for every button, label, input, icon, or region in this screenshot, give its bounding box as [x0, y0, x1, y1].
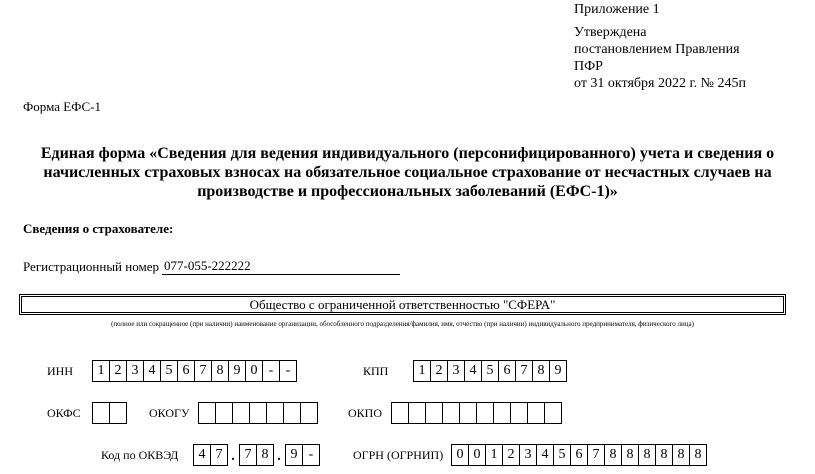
ogrn-cell[interactable]: 8 [672, 444, 690, 466]
kpp-cell[interactable]: 4 [464, 360, 482, 382]
inn-cell[interactable]: 7 [194, 360, 212, 382]
ogrn-cell[interactable]: 8 [655, 444, 673, 466]
okogu-cell[interactable] [232, 402, 250, 424]
okpo-label: ОКПО [348, 406, 383, 420]
ogrn-cell[interactable]: 8 [604, 444, 622, 466]
approved-date-line: от 31 октября 2022 г. № 245п [574, 76, 746, 91]
okved-cell[interactable]: 7 [210, 444, 228, 466]
okfs-label: ОКФС [47, 406, 81, 420]
okpo-cells[interactable] [391, 402, 561, 424]
kpp-label: КПП [363, 364, 389, 378]
reg-number-row [23, 258, 400, 275]
okogu-cell[interactable] [300, 402, 318, 424]
ogrn-label: ОГРН (ОГРНИП) [353, 448, 444, 462]
ogrn-cell[interactable]: 1 [485, 444, 503, 466]
okpo-cell[interactable] [527, 402, 545, 424]
inn-label: ИНН [47, 364, 73, 378]
okved-cell[interactable]: 9 [285, 444, 303, 466]
kpp-cell[interactable]: 5 [481, 360, 499, 382]
okpo-cell[interactable] [510, 402, 528, 424]
kpp-cell[interactable]: 8 [532, 360, 550, 382]
ogrn-cell[interactable]: 4 [536, 444, 554, 466]
inn-cell[interactable]: 6 [177, 360, 195, 382]
inn-cell[interactable]: 3 [126, 360, 144, 382]
ogrn-cell[interactable]: 2 [502, 444, 520, 466]
okved-cell[interactable]: 8 [256, 444, 274, 466]
okpo-cell[interactable] [493, 402, 511, 424]
kpp-cell[interactable]: 2 [430, 360, 448, 382]
kpp-cell[interactable]: 9 [549, 360, 567, 382]
kpp-cell[interactable]: 7 [515, 360, 533, 382]
organization-name-field[interactable]: Общество с ограниченной ответственностью "СФЕРА" [21, 296, 784, 313]
approved-label: Утверждена [574, 25, 647, 40]
inn-cells[interactable] [92, 360, 296, 382]
inn-cell[interactable]: 8 [211, 360, 229, 382]
okfs-cell[interactable] [109, 402, 127, 424]
organization-hint: (полное или сокращенное (при наличии) наименование организации, обособленного подразделения/фамилия, имя, отчество (при наличии) индивидуального предпринимателя, физического лица) [111, 320, 694, 328]
section-title: Сведения о страхователе: [23, 221, 174, 236]
okogu-cell[interactable] [215, 402, 233, 424]
inn-cell[interactable]: - [279, 360, 297, 382]
okved-cell[interactable]: 4 [193, 444, 211, 466]
okved-label: Код по ОКВЭД [101, 448, 179, 462]
okved-cell[interactable]: 7 [239, 444, 257, 466]
organization-box [19, 294, 786, 315]
inn-cell[interactable]: 0 [245, 360, 263, 382]
ogrn-cells[interactable] [451, 444, 706, 466]
okfs-cell[interactable] [92, 402, 110, 424]
kpp-cell[interactable]: 3 [447, 360, 465, 382]
ogrn-cell[interactable]: 8 [638, 444, 656, 466]
okpo-cell[interactable] [544, 402, 562, 424]
inn-cell[interactable]: 5 [160, 360, 178, 382]
approved-by-line: постановлением Правления [574, 42, 740, 57]
okpo-cell[interactable] [476, 402, 494, 424]
reg-number-label: Регистрационный номер [23, 259, 159, 274]
form-code: Форма ЕФС-1 [23, 99, 101, 114]
ogrn-cell[interactable]: 8 [621, 444, 639, 466]
ogrn-cell[interactable]: 0 [468, 444, 486, 466]
kpp-cells[interactable] [413, 360, 566, 382]
okogu-cells[interactable] [198, 402, 317, 424]
approved-org-line: ПФР [574, 59, 603, 74]
ogrn-cell[interactable]: 7 [587, 444, 605, 466]
okpo-cell[interactable] [459, 402, 477, 424]
okfs-cells[interactable] [92, 402, 126, 424]
okpo-cell[interactable] [408, 402, 426, 424]
okogu-label: ОКОГУ [149, 406, 190, 420]
okved-cells[interactable] [193, 444, 319, 466]
okpo-cell[interactable] [391, 402, 409, 424]
ogrn-cell[interactable]: 3 [519, 444, 537, 466]
okogu-cell[interactable] [198, 402, 216, 424]
reg-number-field[interactable]: 077-055-222222 [162, 258, 400, 275]
okved-separator: . [277, 449, 281, 464]
okogu-cell[interactable] [283, 402, 301, 424]
okogu-cell[interactable] [249, 402, 267, 424]
okpo-cell[interactable] [425, 402, 443, 424]
okogu-cell[interactable] [266, 402, 284, 424]
okpo-cell[interactable] [442, 402, 460, 424]
okved-cell[interactable]: - [302, 444, 320, 466]
approval-block [574, 1, 746, 92]
kpp-cell[interactable]: 6 [498, 360, 516, 382]
inn-cell[interactable]: - [262, 360, 280, 382]
kpp-cell[interactable]: 1 [413, 360, 431, 382]
form-title: Единая форма «Сведения для ведения индивидуального (персонифицированного) учета и сведения о начисленных страховых взносах на обязательное социальное страхование от несчастных случаев на производстве и профессиональных заболеваний (ЕФС-1)» [40, 145, 775, 200]
inn-cell[interactable]: 2 [109, 360, 127, 382]
inn-cell[interactable]: 9 [228, 360, 246, 382]
ogrn-cell[interactable]: 6 [570, 444, 588, 466]
okved-separator: . [231, 449, 235, 464]
inn-cell[interactable]: 4 [143, 360, 161, 382]
ogrn-cell[interactable]: 8 [689, 444, 707, 466]
ogrn-cell[interactable]: 5 [553, 444, 571, 466]
ogrn-cell[interactable]: 0 [451, 444, 469, 466]
inn-cell[interactable]: 1 [92, 360, 110, 382]
appendix-label: Приложение 1 [574, 2, 660, 17]
